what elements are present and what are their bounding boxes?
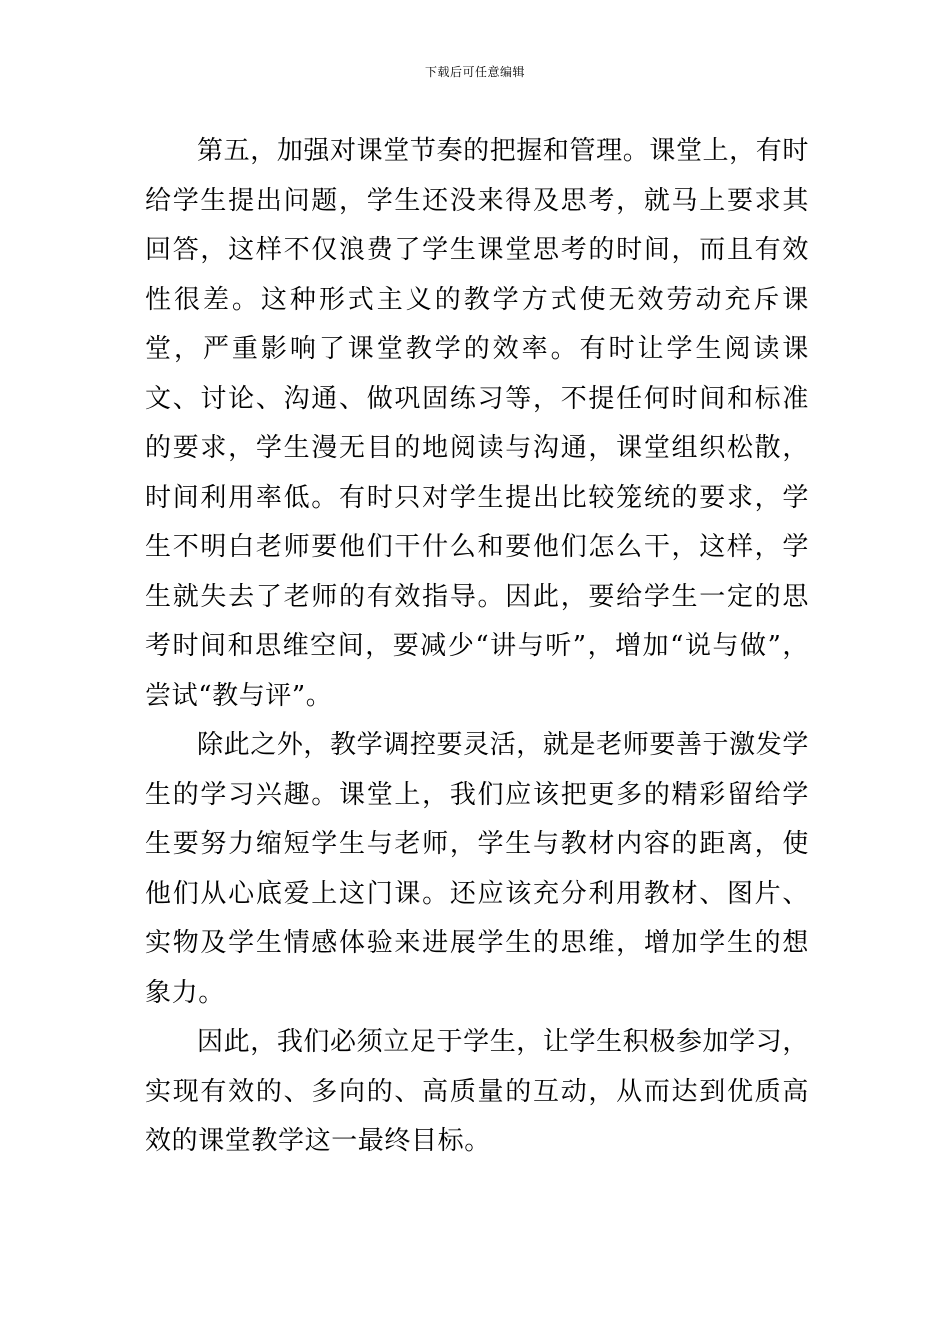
document-body [145, 127, 809, 1167]
page-header: 下载后可任意编辑 [424, 65, 525, 79]
paragraph-3: 因此，我们必须立足于学生，让学生积极参加学习，实现有效的、多向的、高质量的互动，从而达到优质高效的课堂教学这一最终目标。 [145, 1027, 809, 1156]
paragraph-1: 第五，加强对课堂节奏的把握和管理。课堂上，有时给学生提出问题，学生还没来得及思考，就马上要求其回答，这样不仅浪费了学生课堂思考的时间，而且有效性很差。这种形式主义的教学方式使无效劳动充斥课堂，严重影响了课堂教学的效率。有时让学生阅读课文、讨论、沟通、做巩固练习等，不提任何时间和标准的要求，学生漫无目的地阅读与沟通，课堂组织松散，时间利用率低。有时只对学生提出比较笼统的要求，学生不明白老师要他们干什么和要他们怎么干，这样，学生就失去了老师的有效指导。因此，要给学生一定的思考时间和思维空间，要减少“讲与听”，增加“说与做”，尝试“教与评”。 [145, 136, 809, 711]
paragraph-2: 除此之外，教学调控要灵活，就是老师要善于激发学生的学习兴趣。课堂上，我们应该把更多的精彩留给学生要努力缩短学生与老师，学生与教材内容的距离，使他们从心底爱上这门课。还应该充分利用教材、图片、实物及学生情感体验来进展学生的思维，增加学生的想象力。 [145, 730, 809, 1008]
